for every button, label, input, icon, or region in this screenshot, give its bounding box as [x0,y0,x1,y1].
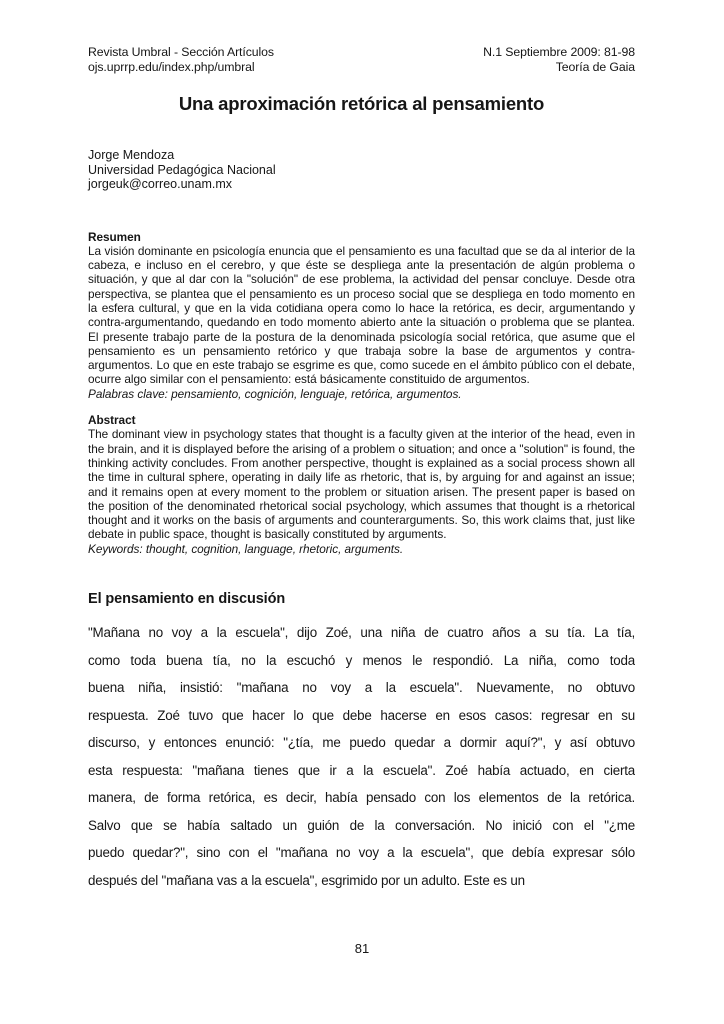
abstract-section [88,413,635,556]
article-title: Una aproximación retórica al pensamiento [178,93,545,114]
resumen-body: La visión dominante en psicología enuncia que el pensamiento es una facultad que se da al interior de la cabeza, e incluso en el cerebro, y que éste se despliega ante la presentación de algún problema o situación, y que al dar con la "solución" de ese problema, la actividad del pensar concluye. Desde otra perspectiva, se plantea que el pensamiento es un proceso social que se despliega en todo momento en la esfera cultural, y que en la vida cotidiana opera como lo hace la retórica, es decir, argumentando y contra-argumentando, quedando en todo momento abierto ante la situación o problema que se plantea. El presente trabajo parte de la postura de la denominada psicología social retórica, que asume que el pensamiento es un pensamiento retórico y que trabaja sobre la base de argumentos y contra-argumentos. Lo que en este trabajo se esgrime es que, como sucede en el ámbito público con el debate, ocurre algo similar con el pensamiento: está básicamente constituido de argumentos. [88,243,635,387]
resumen-heading: Resumen [88,229,141,244]
body-line: "Mañana no voy a la escuela", dijo Zoé, una niña de cuatro años a su tía. La tía, [88,625,635,641]
journal-name: Revista Umbral - Sección Artículos [88,45,274,59]
body-paragraph [88,619,635,894]
body-line: discurso, y entonces enunció: "¿tía, me puedo quedar a dormir aquí?", y así obtuvo [88,735,635,751]
issue-info: N.1 Septiembre 2009: 81-98 [483,45,635,59]
issue-section: Teoría de Gaia [555,59,635,74]
author-affiliation: Universidad Pedagógica Nacional [88,162,276,177]
author-name: Jorge Mendoza [88,148,175,162]
journal-header-left [88,45,274,74]
body-line: después del "mañana vas a la escuela", esgrimido por un adulto. Este es un [88,872,525,888]
journal-header [88,45,635,74]
body-line: puedo quedar?", sino con el "mañana no voy a la escuela", que debía expresar sólo [88,845,635,861]
journal-url: ojs.uprrp.edu/index.php/umbral [88,59,255,74]
body-line: respuesta. Zoé tuvo que hacer lo que debe hacerse en esos casos: regresar en su [88,707,635,723]
body-line: esta respuesta: "mañana tienes que ir a la escuela". Zoé había actuado, en cierta [88,762,635,778]
body-line: buena niña, insistió: "mañana no voy a la escuela". Nuevamente, no obtuvo [88,680,635,696]
author-block [88,148,635,192]
resumen-section [88,230,635,402]
author-email: jorgeuk@correo.unam.mx [88,177,232,191]
body-line: manera, de forma retórica, es decir, había pensado con los elementos de la retórica. [88,790,635,806]
journal-header-right [483,45,635,74]
page-number: 81 [354,941,370,956]
section-heading: El pensamiento en discusión [88,591,286,608]
resumen-keywords: Palabras clave: pensamiento, cognición, lenguaje, retórica, argumentos. [88,386,462,401]
abstract-heading: Abstract [88,413,136,428]
abstract-keywords: Keywords: thought, cognition, language, rhetoric, arguments. [88,541,404,556]
body-line: Salvo que se había saltado un guión de la conversación. No inició con el "¿me [88,817,635,833]
body-line: como toda buena tía, no la escuchó y menos le respondió. La niña, como toda [88,652,635,668]
abstract-body: The dominant view in psychology states that thought is a faculty given at the interior of the head, even in the brain, and it is displayed before the arising of a problem o situation; and once a "solution" is found, the thinking activity concludes. From another perspective, thought is explained as a social process shown all the time in cultural sphere, operating in daily life as rhetoric, that is, by arguing for and against an issue; and it remains open at every moment to the problem or situation arisen. The present paper is based on the position of the denominated rhetorical social psychology, which assumes that thought is a rhetorical thought and it works on the basis of arguments and counterarguments. So, this work claims that, just like debate in public space, thought is basically constituted by arguments. [88,427,635,542]
